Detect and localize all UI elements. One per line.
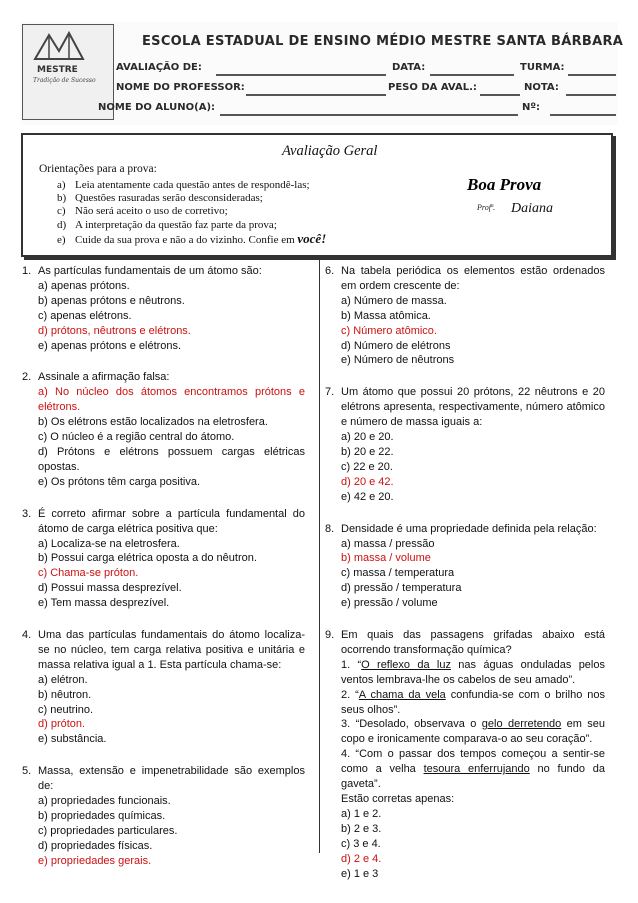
question-number: 6. xyxy=(325,265,335,277)
question-stem: Assinale a afirmação falsa: xyxy=(38,371,170,384)
answer-option: d) 20 e 42. xyxy=(341,475,394,488)
underlined-passage: tesoura enferrujando xyxy=(423,763,530,776)
passage-prefix: 3. “Desolado, observava o xyxy=(341,718,482,731)
answer-option: e) 42 e 20. xyxy=(341,490,394,503)
passage-text xyxy=(341,688,605,718)
passage-text xyxy=(341,747,605,792)
answer-option: b) massa / volume xyxy=(341,552,431,565)
answer-option: c) O núcleo é a região central do átomo. xyxy=(38,431,235,444)
nota-line xyxy=(566,94,616,96)
school-name: ESCOLA ESTADUAL DE ENSINO MÉDIO MESTRE SANTA BÁRBARA xyxy=(142,34,624,49)
question-block xyxy=(22,764,305,868)
question-block xyxy=(325,628,605,881)
answer-option: a) massa / pressão xyxy=(341,537,435,550)
instruction-letter: e) xyxy=(57,233,66,246)
passage-suffix: no fundo da gaveta”. xyxy=(341,763,606,791)
avaliacao-label: AVALIAÇÃO DE: xyxy=(116,62,202,73)
logo-name: MESTRE xyxy=(37,65,78,75)
questions-right-column xyxy=(325,264,605,898)
instruction-letter: d) xyxy=(57,218,67,231)
nota-label: NOTA: xyxy=(524,82,559,93)
question-stem: É correto afirmar sobre a partícula fundamental do átomo de carga elétrica positiva que: xyxy=(38,507,305,535)
logo-tagline: Tradição de Sucesso xyxy=(33,77,96,84)
question-block xyxy=(22,628,305,747)
question-number: 5. xyxy=(22,765,32,778)
answer-option: e) Tem massa desprezível. xyxy=(38,597,170,610)
answer-option: d) Prótons e elétrons possuem cargas elétricas opostas. xyxy=(38,445,305,473)
passage-text xyxy=(341,717,605,747)
aluno-label: NOME DO ALUNO(A): xyxy=(98,102,216,113)
answer-option: b) propriedades químicas. xyxy=(38,810,166,822)
answer-option: b) nêutron. xyxy=(38,688,92,701)
question-block xyxy=(22,370,305,489)
question-body xyxy=(38,370,305,489)
boa-prova-label: Boa Prova xyxy=(467,175,542,194)
question-body xyxy=(38,264,305,353)
answer-option: d) propriedades físicas. xyxy=(38,839,153,852)
instructions-box xyxy=(21,133,613,257)
peso-line xyxy=(480,94,520,96)
answer-option: c) propriedades particulares. xyxy=(38,824,178,837)
answer-option: d) 2 e 4. xyxy=(341,852,382,865)
professor-label: NOME DO PROFESSOR: xyxy=(116,82,245,93)
answer-option: d) pressão / temperatura xyxy=(341,582,462,595)
instruction-text: Não será aceito o uso de corretivo; xyxy=(75,205,228,218)
instruction-item xyxy=(57,205,326,218)
data-label: DATA: xyxy=(392,62,426,73)
instructions-list xyxy=(57,179,326,245)
answer-option: b) 20 e 22. xyxy=(341,445,394,458)
question-number: 2. xyxy=(22,371,32,384)
question-body xyxy=(38,764,305,868)
question-number: 4. xyxy=(22,629,32,642)
instruction-item xyxy=(57,219,326,232)
answer-option: c) Número atômico. xyxy=(341,324,437,337)
passage-prefix: 4. “Com o passar dos tempos começou a sentir-se como a velha xyxy=(341,748,605,776)
answer-option: b) Os elétrons estão localizados na eletrosfera. xyxy=(38,416,268,429)
passage-prefix: 2. “ xyxy=(341,688,359,701)
peso-label: PESO DA AVAL.: xyxy=(388,82,477,93)
answer-option: d) Possui massa desprezível. xyxy=(38,582,182,595)
question-block xyxy=(325,385,605,504)
numero-line xyxy=(550,114,616,116)
exam-title: Avaliação Geral xyxy=(282,143,378,159)
instruction-emphasis: você! xyxy=(297,230,327,246)
answer-option: d) prótons, nêutrons e elétrons. xyxy=(38,324,191,337)
answer-option: a) elétron. xyxy=(38,673,88,686)
answer-option: c) neutrino. xyxy=(38,703,94,716)
passage-prefix: 1. “ xyxy=(341,658,362,671)
question-number: 8. xyxy=(325,522,335,535)
answer-option: d) Número de elétrons xyxy=(341,339,451,352)
answer-option: e) Número de nêutrons xyxy=(341,354,455,367)
passage-suffix: nas águas onduladas pelos ventos lembrava-lhe os cabelos de seu amado”. xyxy=(341,658,605,686)
question-stem: Uma das partículas fundamentais do átomo localiza-se no núcleo, tem carga relativa positiva e unitária e massa relativa igual a 1. Esta partícula chama-se: xyxy=(38,629,305,671)
question-body xyxy=(38,628,305,747)
answer-option: a) 20 e 20. xyxy=(341,431,394,444)
answer-option: e) apenas prótons e elétrons. xyxy=(38,339,182,352)
question-body xyxy=(341,522,605,611)
question-stem: Densidade é uma propriedade definida pela relação: xyxy=(341,522,597,535)
instruction-letter: c) xyxy=(57,205,66,218)
question-body xyxy=(341,628,605,881)
instructions-intro: Orientações para a prova: xyxy=(39,163,157,175)
avaliacao-line xyxy=(216,74,386,76)
answer-option: c) massa / temperatura xyxy=(341,567,455,580)
answer-option: c) apenas elétrons. xyxy=(38,309,132,322)
passage-suffix: confundia-se com o brilho nos seus olhos”. xyxy=(341,688,605,716)
question-number: 7. xyxy=(325,386,335,399)
teacher-name: Daiana xyxy=(511,201,553,216)
question-body xyxy=(341,264,605,368)
column-divider xyxy=(319,260,320,853)
answer-option: e) Os prótons têm carga positiva. xyxy=(38,475,201,488)
question-block xyxy=(22,507,305,611)
question-stem: As partículas fundamentais de um átomo são: xyxy=(38,265,262,277)
turma-label: TURMA: xyxy=(520,62,565,73)
question-number: 1. xyxy=(22,265,32,277)
instruction-item xyxy=(57,192,326,205)
turma-line xyxy=(568,74,616,76)
instruction-item xyxy=(57,232,326,245)
question-lead: Estão corretas apenas: xyxy=(341,793,455,805)
answer-option: b) 2 e 3. xyxy=(341,822,382,835)
question-block xyxy=(325,264,605,368)
answer-option: a) Localiza-se na eletrosfera. xyxy=(38,537,180,550)
logo-emblem-icon xyxy=(31,29,87,63)
numero-label: Nº: xyxy=(522,102,541,113)
questions-left-column xyxy=(22,264,305,886)
school-header xyxy=(20,22,624,125)
professor-line xyxy=(246,94,386,96)
instruction-text: A interpretação da questão faz parte da prova; xyxy=(75,218,277,231)
instruction-letter: b) xyxy=(57,192,67,205)
underlined-passage: O reflexo da luz xyxy=(361,658,451,671)
underlined-passage: A chama da vela xyxy=(358,688,446,701)
data-line xyxy=(430,74,514,76)
question-stem: Na tabela periódica os elementos estão ordenados em ordem crescente de: xyxy=(341,265,605,292)
passage-text xyxy=(341,658,605,688)
answer-option: e) 1 e 3 xyxy=(341,867,379,880)
answer-option: c) Chama-se próton. xyxy=(38,567,139,580)
answer-option: d) próton. xyxy=(38,718,86,731)
instruction-text: Questões rasuradas serão desconsideradas; xyxy=(75,192,263,205)
answer-option: a) 1 e 2. xyxy=(341,807,382,820)
passage-suffix: em seu copo e ironicamente comparava-o ao seu coração”. xyxy=(341,718,605,746)
instruction-text: Leia atentamente cada questão antes de respondê-las; xyxy=(75,179,310,191)
instruction-item xyxy=(57,179,326,192)
answer-option: c) 22 e 20. xyxy=(341,460,393,473)
question-number: 9. xyxy=(325,629,335,642)
answer-option: e) propriedades gerais. xyxy=(38,854,152,867)
question-stem: Massa, extensão e impenetrabilidade são exemplos de: xyxy=(38,765,305,793)
question-number: 3. xyxy=(22,507,32,520)
answer-option: b) apenas prótons e nêutrons. xyxy=(38,294,185,307)
question-stem: Um átomo que possui 20 prótons, 22 nêutrons e 20 elétrons apresenta, respectivamente, número atômico e número de massa iguais a: xyxy=(341,386,605,429)
answer-option: e) pressão / volume xyxy=(341,597,438,610)
answer-option: c) 3 e 4. xyxy=(341,837,381,850)
answer-option: a) Número de massa. xyxy=(341,294,447,307)
answer-option: a) apenas prótons. xyxy=(38,279,130,292)
underlined-passage: gelo derretendo xyxy=(481,718,562,731)
answer-option: a) No núcleo dos átomos encontramos prótons e elétrons. xyxy=(38,386,305,414)
question-stem: Em quais das passagens grifadas abaixo está ocorrendo transformação química? xyxy=(341,629,605,656)
question-block xyxy=(22,264,305,353)
question-body xyxy=(341,385,605,504)
answer-option: e) substância. xyxy=(38,733,107,746)
answer-option: a) propriedades funcionais. xyxy=(38,795,171,808)
instruction-letter: a) xyxy=(57,179,66,191)
question-body xyxy=(38,507,305,611)
answer-option: b) Massa atômica. xyxy=(341,309,431,322)
question-block xyxy=(325,522,605,611)
answer-option: b) Possui carga elétrica oposta a do nêutron. xyxy=(38,552,257,565)
instruction-text: Cuide da sua prova e não a do vizinho. Confie em xyxy=(75,233,298,246)
teacher-prefix: Profª. xyxy=(477,203,496,212)
aluno-line xyxy=(220,114,518,116)
